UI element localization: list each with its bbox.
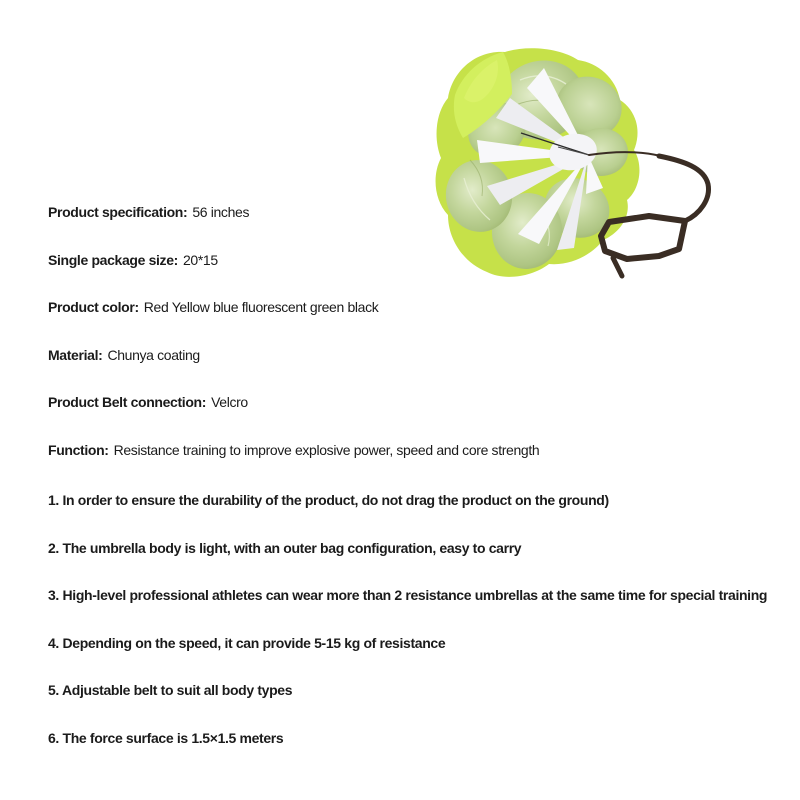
spec-label: Function:	[48, 441, 109, 458]
feature-text: 3. High-level professional athletes can wear more than 2 resistance umbrellas at the same time for special training	[48, 587, 768, 603]
product-info	[48, 204, 793, 777]
spec-row-package-size	[48, 252, 793, 300]
spec-label: Product color:	[48, 299, 139, 315]
feature-row-5	[48, 682, 793, 730]
spec-row-color	[48, 299, 793, 347]
feature-text: 4. Depending on the speed, it can provide 5-15 kg of resistance	[48, 634, 446, 651]
feature-row-2	[48, 540, 793, 588]
spec-list	[48, 204, 793, 489]
spec-value: Red Yellow blue fluorescent green black	[143, 299, 379, 315]
spec-value: Resistance training to improve explosive power, speed and core strength	[113, 441, 540, 458]
spec-label: Product specification:	[48, 204, 188, 220]
feature-text: 1. In order to ensure the durability of the product, do not drag the product on the ground)	[48, 492, 609, 508]
feature-text: 5. Adjustable belt to suit all body types	[48, 682, 293, 698]
feature-text: 6. The force surface is 1.5×1.5 meters	[48, 729, 284, 746]
spec-value: 20*15	[182, 251, 218, 268]
feature-row-4	[48, 635, 793, 683]
feature-row-3	[48, 587, 793, 635]
spec-value: 56 inches	[192, 204, 250, 220]
spec-row-specification	[48, 204, 793, 252]
feature-text: 2. The umbrella body is light, with an outer bag configuration, easy to carry	[48, 539, 522, 556]
spec-label: Product Belt connection:	[48, 394, 207, 410]
feature-list	[48, 492, 793, 777]
spec-row-function	[48, 442, 793, 490]
spec-value: Velcro	[211, 394, 248, 410]
spec-row-material	[48, 347, 793, 395]
feature-row-6	[48, 730, 793, 778]
spec-label: Single package size:	[48, 251, 178, 268]
spec-value: Chunya coating	[107, 346, 200, 363]
spec-row-belt-connection	[48, 394, 793, 442]
spec-label: Material:	[48, 346, 103, 363]
feature-row-1	[48, 492, 793, 540]
